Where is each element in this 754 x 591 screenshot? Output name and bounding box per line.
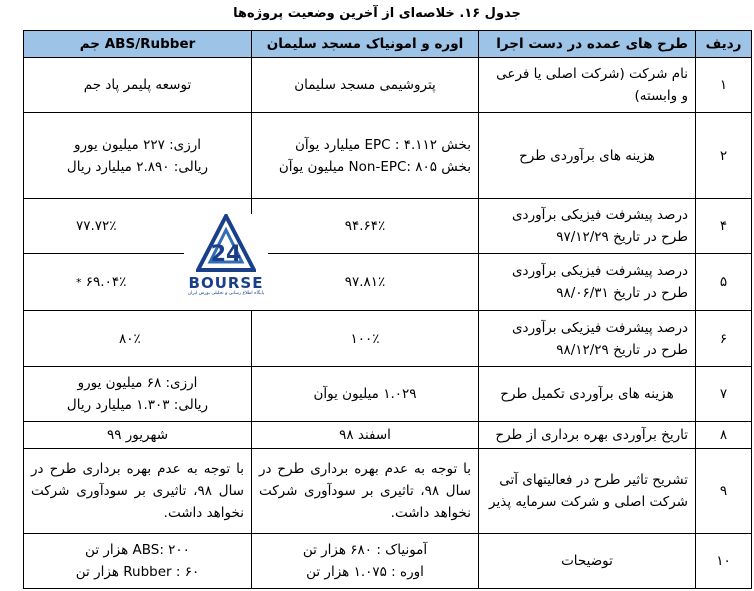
cell-col1: با توجه به عدم بهره برداری طرح در سال ۹۸، تاثیری بر سودآوری شرکت نخواهد داشت.: [252, 449, 479, 534]
row-index: ۷: [696, 367, 752, 422]
table-row: [24, 422, 752, 449]
cell-col1: ۱.۰۲۹ میلیون یوآن: [252, 367, 479, 422]
cell-col1: ۱۰۰٪: [252, 311, 479, 367]
cell-col1: [252, 534, 479, 589]
row-index: ۲: [696, 113, 752, 199]
header-item: طرح های عمده در دست اجرا: [479, 31, 696, 58]
row-item: تاریخ برآوردی بهره برداری از طرح: [479, 422, 696, 449]
cell-col2: شهریور ۹۹: [24, 422, 252, 449]
cell-line: ارزی: ۲۲۷ میلیون یورو: [73, 136, 202, 153]
cell-line: ریالی: ۲.۸۹۰ میلیارد ریال: [66, 158, 209, 175]
row-item: توضیحات: [479, 534, 696, 589]
row-index: ۴: [696, 199, 752, 254]
row-index: ۹: [696, 449, 752, 534]
row-index: ۶: [696, 311, 752, 367]
cell-line: آمونیاک : ۶۸۰ هزار تن: [302, 542, 428, 558]
table-caption: جدول ۱۶. خلاصه‌ای از آخرین وضعیت پروژه‌ها: [233, 6, 521, 21]
table-row: [24, 254, 752, 311]
cell-line: اوره : ۱.۰۷۵ هزار تن: [306, 564, 424, 580]
table-row: [24, 367, 752, 422]
cell-line: Rubber : ۶۰ هزار تن: [75, 564, 200, 580]
header-masjed-soleyman: اوره و امونیاک مسجد سلیمان: [252, 31, 479, 58]
bourse-logo-icon: [196, 214, 256, 274]
row-index: ۵: [696, 254, 752, 311]
table-row: [24, 58, 752, 113]
cell-col2: [24, 113, 252, 199]
row-item: درصد پیشرفت فیزیکی برآوردی طرح در تاریخ ۹۸/۰۶/۳۱: [479, 254, 696, 311]
row-index: ۸: [696, 422, 752, 449]
table-row: [24, 113, 752, 199]
table-row: [24, 534, 752, 589]
header-jam: ABS/Rubber جم: [24, 31, 252, 58]
cell-col1: اسفند ۹۸: [252, 422, 479, 449]
progress-value: ۶۹.۰۴٪: [85, 273, 127, 290]
cell-line: بخش Non-EPC: ۸۰۵ میلیون یوآن: [278, 158, 471, 175]
cell-line: ABS: ۲۰۰ هزار تن: [85, 542, 190, 558]
cell-col2: [24, 367, 252, 422]
row-item: نام شرکت (شرکت اصلی یا فرعی و وابسته): [479, 58, 696, 113]
cell-line: بخش EPC : ۴.۱۱۲ میلیارد یوآن: [295, 136, 471, 153]
cell-col2: ۷۷.۷۲٪: [24, 199, 252, 254]
projects-table: [23, 30, 752, 589]
cell-col1: ۹۷.۸۱٪: [252, 254, 479, 311]
cell-col1: [252, 113, 479, 199]
cell-col1: پتروشیمی مسجد سلیمان: [252, 58, 479, 113]
table-row: [24, 449, 752, 534]
row-index: ۱: [696, 58, 752, 113]
cell-col2: با توجه به عدم بهره برداری طرح در سال ۹۸، تاثیری بر سودآوری شرکت نخواهد داشت.: [24, 449, 252, 534]
table-header-row: [24, 31, 752, 58]
cell-col2: [24, 534, 252, 589]
row-item: هزینه های برآوردی طرح: [479, 113, 696, 199]
cell-line: ریالی: ۱.۳۰۳ میلیارد ریال: [66, 397, 209, 413]
table-row: [24, 311, 752, 367]
svg-text:24: 24: [210, 242, 242, 267]
row-item: درصد پیشرفت فیزیکی برآوردی طرح در تاریخ ۹۷/۱۲/۲۹: [479, 199, 696, 254]
table-row: [24, 199, 752, 254]
row-item: تشریح تاثیر طرح در فعالیتهای آتی شرکت اصلی و شرکت سرمایه پذیر: [479, 449, 696, 534]
footnote-marker: *: [76, 275, 82, 289]
row-item: هزینه های برآوردی تکمیل طرح: [479, 367, 696, 422]
bourse-logo: [184, 214, 268, 310]
cell-col2: توسعه پلیمر پاد جم: [24, 58, 252, 113]
row-index: ۱۰: [696, 534, 752, 589]
cell-col1: ۹۴.۶۴٪: [252, 199, 479, 254]
row-item: درصد پیشرفت فیزیکی برآوردی طرح در تاریخ ۹۸/۱۲/۲۹: [479, 311, 696, 367]
logo-wordmark: BOURSE: [188, 274, 264, 292]
cell-line: ارزی: ۶۸ میلیون یورو: [77, 375, 198, 391]
header-index: ردیف: [696, 31, 752, 58]
cell-col2: ۸۰٪: [24, 311, 252, 367]
logo-tagline: پایگاه اطلاع رسانی و تحلیلی بورس ایران: [187, 291, 265, 296]
